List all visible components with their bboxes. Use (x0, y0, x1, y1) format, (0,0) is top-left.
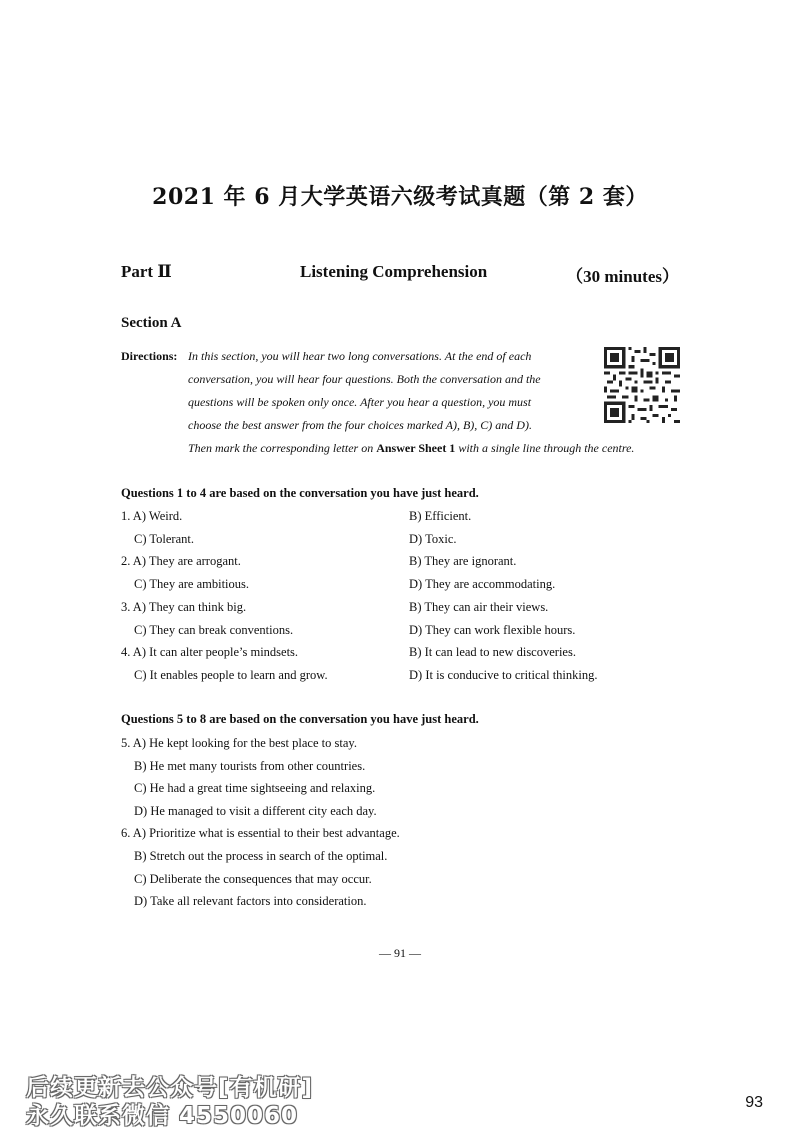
option: B) Efficient. (409, 509, 472, 523)
directions-line: In this section, you will hear two long conversations. At the end of each (188, 349, 532, 363)
part-label: Part Ⅱ (121, 262, 172, 281)
question-group-heading: Questions 1 to 4 are based on the conversation you have just heard. (121, 486, 479, 500)
section-title: Section A (121, 315, 182, 331)
option: 2. A) They are arrogant. (121, 554, 241, 568)
option: D) They are accommodating. (409, 577, 556, 591)
option: D) Toxic. (409, 532, 457, 546)
option: 6. A) Prioritize what is essential to their best advantage. (121, 826, 400, 840)
option: C) Deliberate the consequences that may occur. (134, 872, 372, 886)
watermark-line: 永久联系微信 4550060 (26, 1103, 299, 1129)
option: D) Take all relevant factors into consideration. (134, 894, 367, 908)
option: C) They can break conventions. (134, 623, 294, 637)
directions-line-last (188, 441, 634, 456)
option: B) He met many tourists from other countries. (134, 759, 366, 773)
option: C) They are ambitious. (134, 577, 250, 591)
question-group-heading: Questions 5 to 8 are based on the conversation you have just heard. (121, 712, 479, 726)
option: D) He managed to visit a different city each day. (134, 804, 377, 818)
option: C) It enables people to learn and grow. (134, 668, 328, 682)
watermark (26, 1074, 313, 1130)
page-title: 2021 年 6 月大学英语六级考试真题（第 2 套） (152, 184, 648, 210)
option: C) He had a great time sightseeing and relaxing. (134, 781, 376, 795)
option: 4. A) It can alter people’s mindsets. (121, 645, 299, 659)
directions-label: Directions: (121, 349, 178, 363)
option: C) Tolerant. (134, 532, 194, 546)
option: D) It is conducive to critical thinking. (409, 668, 598, 682)
directions-text: Then mark the corresponding letter on (188, 441, 377, 455)
option: B) They are ignorant. (409, 554, 517, 568)
book-page-number: 93 (745, 1094, 763, 1111)
directions-line: choose the best answer from the four choices marked A), B), C) and D). (188, 418, 532, 432)
watermark-line: 后续更新去公众号[有机研] (26, 1075, 314, 1101)
directions-text: with a single line through the centre. (455, 441, 635, 455)
directions-line: conversation, you will hear four questions. Both the conversation and the (188, 372, 541, 386)
option: D) They can work flexible hours. (409, 623, 576, 637)
answer-sheet-label: Answer Sheet 1 (376, 441, 456, 455)
page-number: — 91 — (379, 946, 421, 960)
directions-line: questions will be spoken only once. After you hear a question, you must (188, 395, 532, 409)
part-header (121, 262, 679, 284)
option: 1. A) Weird. (121, 509, 183, 523)
option: B) Stretch out the process in search of the optimal. (134, 849, 388, 863)
option: B) They can air their views. (409, 600, 549, 614)
part-name: Listening Comprehension (300, 262, 488, 281)
option: 3. A) They can think big. (121, 600, 247, 614)
part-time: （30 minutes） (566, 267, 679, 286)
option: B) It can lead to new discoveries. (409, 645, 576, 659)
option: 5. A) He kept looking for the best place to stay. (121, 736, 357, 750)
qr-code-icon (604, 347, 680, 423)
